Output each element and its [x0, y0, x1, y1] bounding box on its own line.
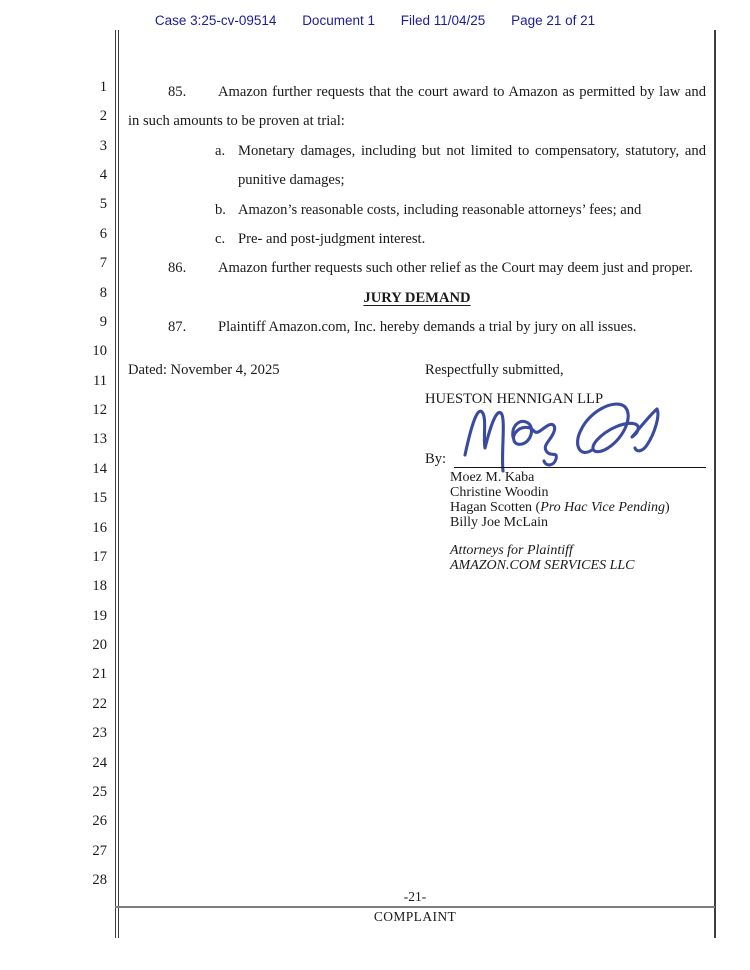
line-number: 12	[92, 402, 107, 419]
attorney-name: Moez M. Kaba	[450, 470, 535, 485]
line-number: 2	[99, 108, 107, 125]
attorney-list	[450, 470, 670, 530]
paragraph-85-text: Amazon further requests that the court award to Amazon as permitted by law and in such amounts to be proven at trial:	[128, 84, 706, 130]
line-number: 22	[92, 695, 107, 712]
line-number: 4	[99, 167, 107, 184]
by-label: By:	[425, 451, 447, 467]
line-number: 5	[99, 196, 107, 213]
paragraph-87	[128, 313, 706, 342]
by-row	[425, 448, 706, 468]
line-number: 16	[92, 519, 107, 536]
paragraph-86-text: Amazon further requests such other relief as the Court may deem just and proper.	[218, 260, 693, 277]
list-item-c	[215, 225, 706, 254]
line-number: 18	[92, 578, 107, 595]
document-number: Document 1	[302, 13, 375, 28]
list-marker-c: c.	[215, 230, 226, 247]
line-number: 15	[92, 490, 107, 507]
line-number: 23	[92, 725, 107, 742]
attorney-role-lines	[450, 543, 634, 573]
dated-line: Dated: November 4, 2025	[128, 362, 280, 378]
attorney-name: Hagan Scotten (Pro Hac Vice Pending)	[450, 500, 670, 515]
line-number-column	[70, 78, 107, 938]
line-number: 19	[92, 607, 107, 624]
paragraph-85	[128, 78, 706, 137]
case-header	[0, 13, 750, 28]
line-number: 24	[92, 754, 107, 771]
filed-date: Filed 11/04/25	[400, 13, 486, 28]
respectfully-submitted-line: Respectfully submitted,	[425, 362, 564, 378]
line-number: 7	[99, 255, 107, 272]
paragraph-85-number: 85.	[168, 84, 187, 100]
list-marker-a: a.	[215, 142, 226, 159]
line-number: 9	[99, 313, 107, 330]
line-number: 6	[99, 225, 107, 242]
list-marker-b: b.	[215, 201, 226, 218]
pro-hac-vice-note: Pro Hac Vice Pending	[540, 500, 665, 515]
line-number: 26	[92, 813, 107, 830]
paragraph-87-text: Plaintiff Amazon.com, Inc. hereby demands a trial by jury on all issues.	[218, 319, 637, 335]
page-indicator: Page 21 of 21	[511, 13, 596, 28]
footer-divider	[115, 906, 715, 908]
line-number: 25	[92, 783, 107, 800]
paragraph-86	[128, 254, 706, 283]
case-number: Case 3:25-cv-09514	[154, 13, 277, 28]
list-item-c-text: Pre- and post-judgment interest.	[238, 230, 426, 247]
line-number: 13	[92, 431, 107, 448]
line-number: 28	[92, 871, 107, 888]
attorney-name: Billy Joe McLain	[450, 515, 548, 530]
signature-line	[454, 448, 706, 468]
list-item-b	[215, 196, 706, 225]
line-number: 17	[92, 548, 107, 565]
attorney-role-line2: AMAZON.COM SERVICES LLC	[450, 558, 635, 573]
law-firm-name: HUESTON HENNIGAN LLP	[425, 391, 604, 407]
damages-list	[215, 137, 706, 255]
list-item-a	[215, 137, 706, 196]
line-number: 11	[92, 372, 107, 389]
line-number: 27	[92, 842, 107, 859]
list-item-a-text: Monetary damages, including but not limited to compensatory, statutory, and punitive damages;	[238, 142, 706, 189]
line-number: 1	[99, 79, 107, 95]
right-margin-rule	[714, 30, 716, 938]
line-number: 10	[92, 343, 107, 360]
list-item-b-text: Amazon’s reasonable costs, including reasonable attorneys’ fees; and	[238, 201, 642, 218]
line-number: 14	[92, 460, 107, 477]
jury-demand-heading: JURY DEMAND	[363, 289, 471, 306]
document-body	[128, 78, 706, 342]
line-number: 8	[99, 284, 107, 301]
line-number: 20	[92, 637, 107, 654]
attorney-role-line1: Attorneys for Plaintiff	[450, 543, 573, 558]
attorney-name: Christine Woodin	[450, 485, 549, 500]
paragraph-86-number: 86.	[168, 260, 187, 277]
line-number: 21	[92, 666, 107, 683]
footer-document-title: COMPLAINT	[373, 909, 457, 924]
line-number: 3	[99, 137, 107, 154]
footer-page-number: -21-	[403, 889, 427, 904]
left-margin-double-rule	[115, 30, 119, 938]
paragraph-87-number: 87.	[168, 319, 187, 335]
